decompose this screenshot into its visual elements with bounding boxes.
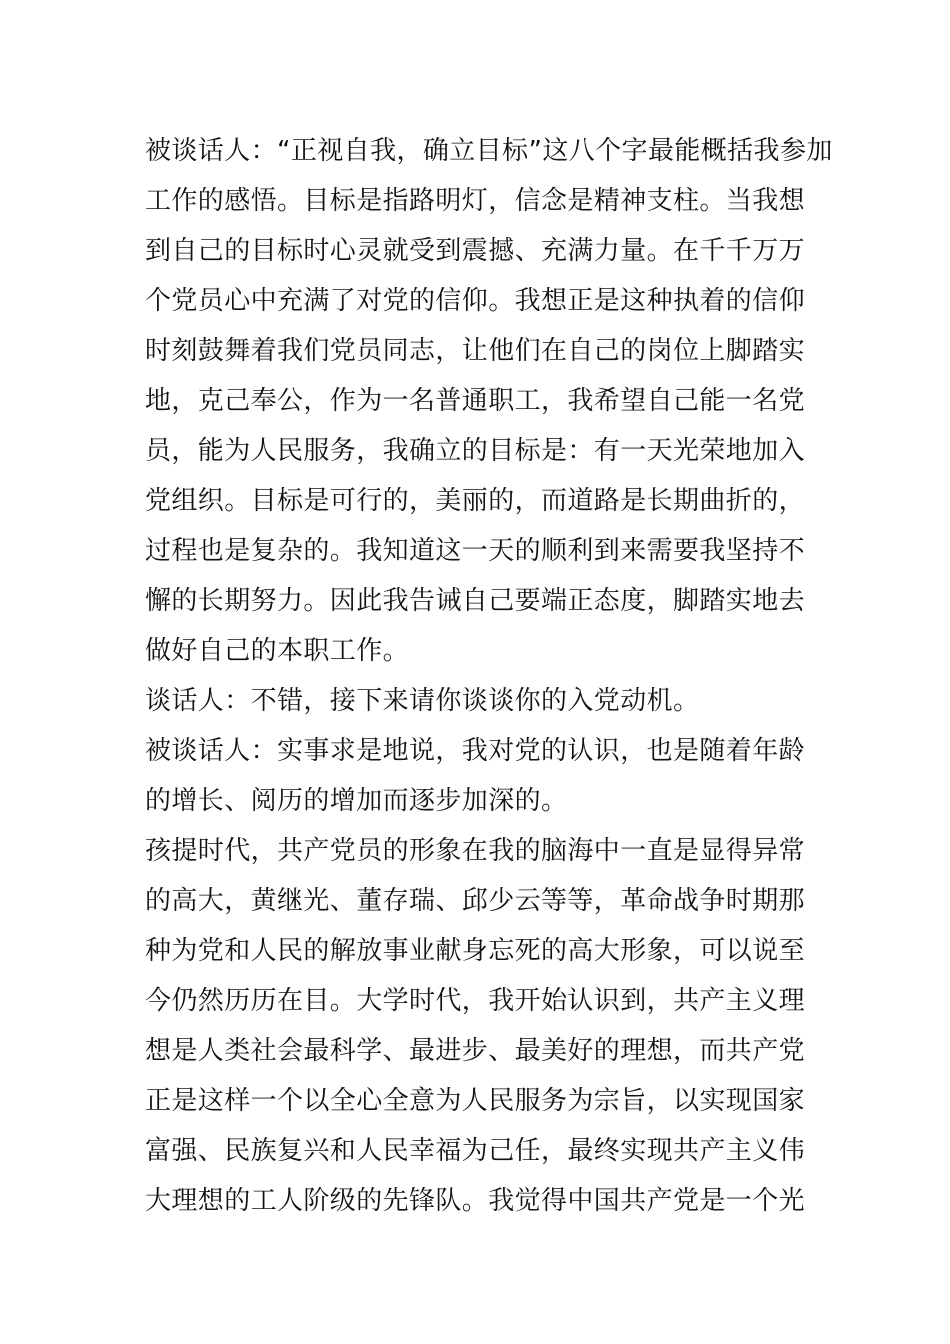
text-line: 想是人类社会最科学、最进步、最美好的理想，而共产党 xyxy=(145,1036,806,1066)
text-line: 被谈话人：实事求是地说，我对党的认识，也是随着年龄 xyxy=(145,736,806,766)
text-line: 种为党和人民的解放事业献身忘死的高大形象，可以说至 xyxy=(145,936,806,966)
text-line: 党组织。目标是可行的，美丽的，而道路是长期曲折的， xyxy=(145,486,806,516)
text-line: 大理想的工人阶级的先锋队。我觉得中国共产党是一个光 xyxy=(145,1186,806,1216)
document-body xyxy=(145,126,833,1226)
text-line: 的增长、阅历的增加而逐步加深的。 xyxy=(145,786,568,816)
text-line: 地，克己奉公，作为一名普通职工，我希望自己能一名党 xyxy=(145,386,806,416)
text-line: 个党员心中充满了对党的信仰。我想正是这种执着的信仰 xyxy=(145,286,806,316)
text-line: 的高大，黄继光、董存瑞、邱少云等等，革命战争时期那 xyxy=(145,886,806,916)
text-line: 工作的感悟。目标是指路明灯，信念是精神支柱。当我想 xyxy=(145,186,806,216)
text-line: 富强、民族复兴和人民幸福为己任，最终实现共产主义伟 xyxy=(145,1136,806,1166)
text-line: 员，能为人民服务，我确立的目标是：有一天光荣地加入 xyxy=(145,436,806,466)
text-line: 正是这样一个以全心全意为人民服务为宗旨，以实现国家 xyxy=(145,1086,806,1116)
text-line: 孩提时代，共产党员的形象在我的脑海中一直是显得异常 xyxy=(145,836,806,866)
text-line: 做好自己的本职工作。 xyxy=(145,636,410,666)
text-line: 今仍然历历在目。大学时代，我开始认识到，共产主义理 xyxy=(145,986,806,1016)
text-line: 过程也是复杂的。我知道这一天的顺利到来需要我坚持不 xyxy=(145,536,806,566)
text-line: 到自己的目标时心灵就受到震撼、充满力量。在千千万万 xyxy=(145,236,806,266)
text-line: 谈话人：不错，接下来请你谈谈你的入党动机。 xyxy=(145,686,700,716)
text-line: 时刻鼓舞着我们党员同志，让他们在自己的岗位上脚踏实 xyxy=(145,336,806,366)
text-line: 懈的长期努力。因此我告诫自己要端正态度，脚踏实地去 xyxy=(145,586,806,616)
text-line: 被谈话人：“正视自我，确立目标”这八个字最能概括我参加 xyxy=(145,136,833,166)
